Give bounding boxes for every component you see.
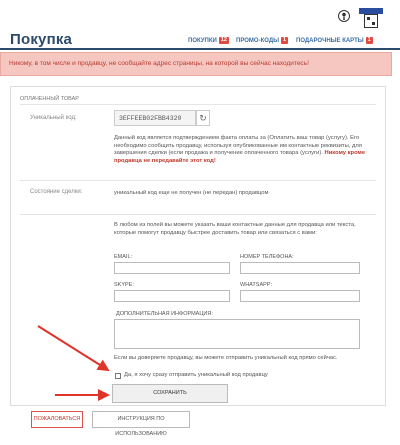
whatsapp-field[interactable] xyxy=(240,290,360,302)
whatsapp-label: WHATSAPP: xyxy=(240,282,272,288)
section-title: ОПЛАЧЕННЫЙ ТОВАР xyxy=(20,96,79,102)
status-label: Состояние сделки: xyxy=(30,189,83,195)
additional-info-label: ДОПОЛНИТЕЛЬНАЯ ИНФОРМАЦИЯ: xyxy=(116,311,213,317)
nav-gift-label: ПОДАРОЧНЫЕ КАРТЫ xyxy=(296,38,364,44)
security-alert xyxy=(0,52,392,76)
nav-promo-label: ПРОМО-КОДЫ xyxy=(236,38,279,44)
nav-gift-badge: 1 xyxy=(367,37,371,43)
complain-button[interactable]: ПОЖАЛОВАТЬСЯ xyxy=(31,411,83,428)
send-code-checkbox-label[interactable]: Да, я хочу сразу отправить уникальный код продавцу xyxy=(124,372,268,378)
contact-intro: В любом из полей вы можете указать ваши контактные данные для продавца или текста, которые помогут продавцу быстрее доставить товар или связаться с вами: xyxy=(114,222,356,236)
nav-promo-codes[interactable] xyxy=(236,37,288,44)
qr-icon[interactable] xyxy=(364,14,378,28)
header-divider xyxy=(0,48,400,50)
skype-field[interactable] xyxy=(114,290,230,302)
nav-gift-cards[interactable] xyxy=(296,37,373,44)
divider xyxy=(20,104,376,105)
user-icon[interactable] xyxy=(338,10,350,22)
phone-field[interactable] xyxy=(240,262,360,274)
phone-label: НОМЕР ТЕЛЕФОНА: xyxy=(240,254,294,260)
guide-button[interactable]: ИНСТРУКЦИЯ ПО ИСПОЛЬЗОВАНИЮ xyxy=(92,411,190,428)
email-field[interactable] xyxy=(114,262,230,274)
additional-info-field[interactable] xyxy=(114,319,360,349)
divider xyxy=(20,214,376,215)
email-label: EMAIL: xyxy=(114,254,133,260)
unique-code-field[interactable]: 3EFFEEB02FBB4320 xyxy=(114,110,196,126)
nav-purchases-label: ПОКУПКИ xyxy=(188,38,217,44)
alert-text: Никому, в том числе и продавцу, не сообщайте адрес страницы, на которой вы сейчас находитесь! xyxy=(9,60,309,67)
send-code-checkbox[interactable] xyxy=(115,373,121,379)
unique-code-description xyxy=(114,135,366,165)
unique-code-desc-text: Данный код является подтверждением факта оплаты за (Оплатить ваш товар (услугу). Его необходимо сообщить продавцу, используя опубликованные им контактные реквизиты, для завершения сделки (если продажа и получение оплаченного товара (услуги). xyxy=(114,135,362,156)
page-title: Покупка xyxy=(10,31,73,48)
trust-text: Если вы доверяете продавцу, вы можете отправить уникальный код прямо сейчас. xyxy=(114,355,338,361)
nav-promo-badge: 1 xyxy=(282,37,287,43)
skype-label: SKYPE: xyxy=(114,282,134,288)
nav-purchases[interactable] xyxy=(188,37,229,44)
save-button[interactable]: СОХРАНИТЬ xyxy=(112,384,228,403)
top-bar xyxy=(0,0,400,50)
unique-code-warning: Никому кроме продавца не передавайте этот код! xyxy=(114,150,366,164)
nav-purchases-badge: 12 xyxy=(220,37,227,43)
status-value: уникальный код еще не получен (не передан) продавцом xyxy=(114,190,269,196)
unique-code-label: Уникальный код: xyxy=(30,115,77,121)
refresh-icon[interactable]: ↻ xyxy=(196,110,210,126)
divider xyxy=(20,180,376,181)
